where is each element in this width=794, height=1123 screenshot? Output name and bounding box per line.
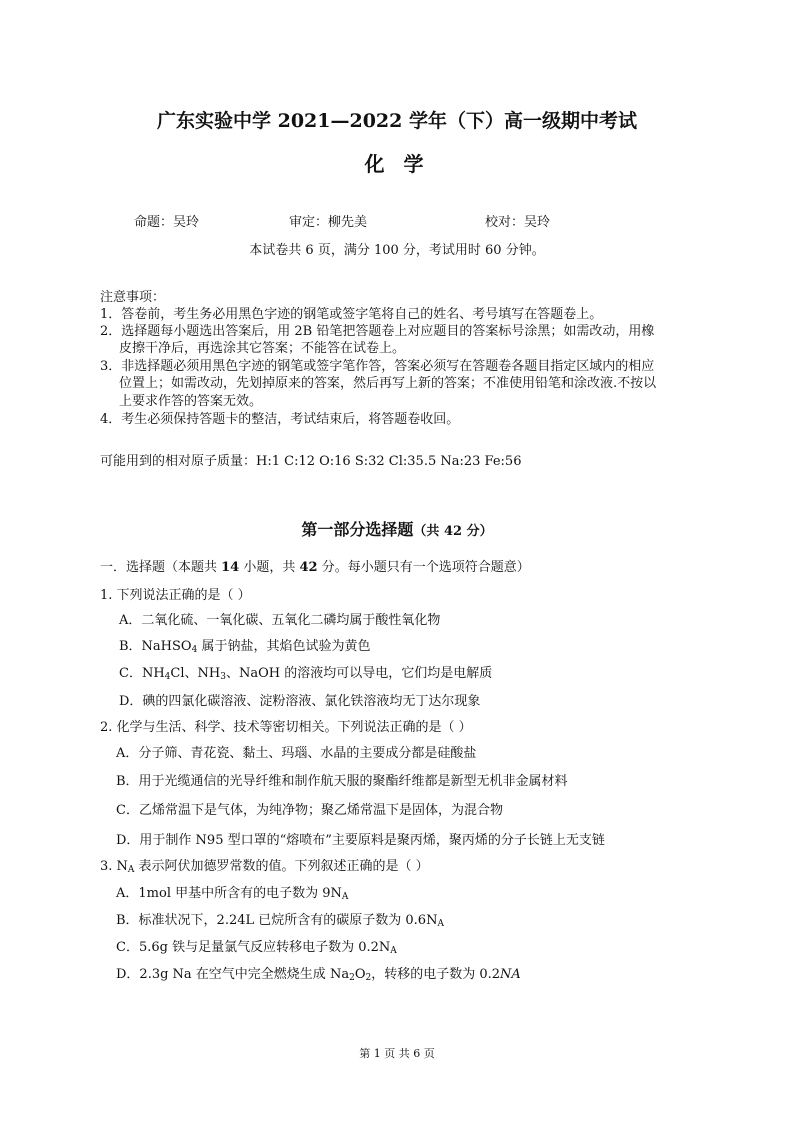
question-2-option-b: B．用于光缆通信的光导纤维和制作航天服的聚酯纤维都是新型无机非金属材料 (116, 774, 568, 789)
note-3: 3．非选择题必须用黑色字迹的钢笔或签字笔作答，答案必须写在答题卷各题目指定区域内的相应 (100, 359, 655, 374)
question-3-option-d: D．2.3g Na 在空气中完全燃烧生成 $Na_2O_2$，转移的电子数为 0.2NA (116, 967, 521, 983)
question-1-option-d: D．碘的四氯化碳溶液、淀粉溶液、氯化铁溶液均无丁达尔现象 (119, 694, 481, 709)
question-1-option-c: C．$NH_4Cl$、$NH_3$、NaOH 的溶液均可以导电，它们均是电解质 (119, 666, 493, 682)
note-2: 2．选择题每小题选出答案后，用 2B 铅笔把答题卷上对应题目的答案标号涂黑；如需改动，用橡 (100, 324, 655, 339)
note-3-cont: 位置上；如需改动，先划掉原来的答案，然后再写上新的答案；不准使用铅笔和涂改液.不按以 (119, 376, 657, 391)
part-heading (0, 517, 794, 540)
notes-heading: 注意事项： (100, 290, 166, 305)
question-3-option-a: A．1mol 甲基中所含有的电子数为 $9N_A$ (116, 886, 349, 902)
reviewer-credit: 审定：柳先美 (289, 215, 368, 230)
question-2-option-c: C．乙烯常温下是气体，为纯净物；聚乙烯常温下是固体，为混合物 (116, 803, 503, 818)
exam-title: 广东实验中学 2021—2022 学年（下）高一级期中考试 (157, 110, 637, 132)
part-title: 第一部分选择题 (301, 520, 414, 539)
author-credit: 命题：吴玲 (134, 215, 200, 230)
note-2-cont: 皮擦干净后，再选涂其它答案；不能答在试卷上。 (119, 341, 406, 356)
subject-title: 化 学 (364, 152, 430, 176)
question-1-option-a: A．二氧化硫、一氧化碳、五氧化二磷均属于酸性氧化物 (119, 613, 441, 628)
page-footer: 第 1 页 共 6 页 (359, 1047, 435, 1060)
section-instructions: 一．选择题（本题共 14 小题，共 42 分。每小题只有一个选项符合题意） (100, 560, 530, 575)
question-2-option-a: A．分子筛、青花瓷、黏土、玛瑙、水晶的主要成分都是硅酸盐 (116, 746, 477, 761)
note-1: 1．答卷前，考生务必用黑色字迹的钢笔或签字笔将自己的姓名、考号填写在答题卷上。 (100, 307, 603, 322)
proofreader-credit: 校对：吴玲 (485, 215, 551, 230)
note-4: 4．考生必须保持答题卡的整洁，考试结束后，将答题卷收回。 (100, 412, 460, 427)
question-2-stem: 2. 化学与生活、科学、技术等密切相关。下列说法正确的是（ ） (100, 720, 472, 735)
exam-meta: 本试卷共 6 页，满分 100 分，考试用时 60 分钟。 (249, 243, 545, 258)
note-3-cont-2: 上要求作答的答案无效。 (119, 394, 263, 409)
atomic-masses: 可能用到的相对原子质量：H:1 C:12 O:16 S:32 Cl:35.5 Na:23 Fe:56 (100, 454, 522, 469)
question-1-stem: 1. 下列说法正确的是（ ） (100, 588, 251, 603)
question-3-option-c: C．5.6g 铁与足量氯气反应转移电子数为 $0.2N_A$ (116, 940, 397, 956)
question-3-stem: 3. $N_A$ 表示阿伏加德罗常数的值。下列叙述正确的是（ ） (100, 859, 429, 875)
part-points: （共 42 分） (413, 524, 493, 539)
question-3-option-b: B．标准状况下，2.24L 已烷所含有的碳原子数为 $0.6N_A$ (116, 913, 444, 929)
question-1-option-b: B．NaHSO$_4$ 属于钠盐，其焰色试验为黄色 (119, 639, 371, 655)
question-2-option-d: D．用于制作 N95 型口罩的“熔喷布”主要原料是聚丙烯，聚丙烯的分子长链上无支链 (116, 833, 605, 848)
